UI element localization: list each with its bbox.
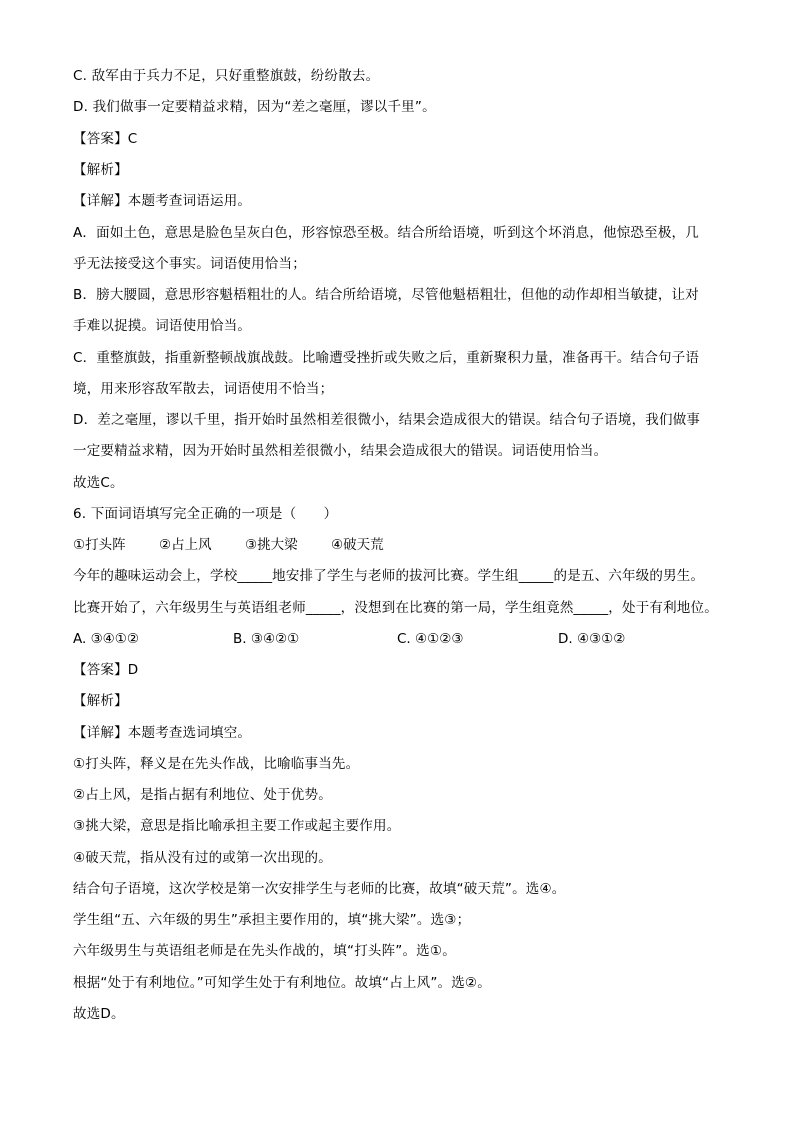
option-b: B. ③④②① — [233, 631, 300, 647]
word-choice: ④破天荒 — [331, 537, 384, 553]
word-def-2: ②占上风，是指占据有利地位、处于优势。 — [73, 787, 332, 803]
option-d-line: D. 我们做事一定要精益求精，因为“差之毫厘，谬以千里”。 — [73, 99, 436, 115]
choose-c: 故选C。 — [73, 475, 124, 491]
detail-heading-2: 【详解】本题考查选词填空。 — [73, 725, 252, 741]
option-c: C. ④①②③ — [397, 631, 464, 647]
word-choice: ③挑大梁 — [245, 537, 298, 553]
question-6: 6. 下面词语填写完全正确的一项是（ ） — [73, 506, 338, 522]
explanation-b-1: B．膀大腰圆，意思形容魁梧粗壮的人。结合所给语境，尽管他魁梧粗壮，但他的动作却相当敏捷，让对 — [73, 287, 699, 303]
option-c-line: C. 敌军由于兵力不足，只好重整旗鼓，纷纷散去。 — [73, 68, 380, 84]
reasoning-3: 六年级男生与英语组老师是在先头作战的，填“打头阵”。选①。 — [73, 943, 456, 959]
word-choice: ①打头阵 — [73, 537, 126, 553]
analysis-label: 【解析】 — [73, 162, 128, 178]
word-def-1: ①打头阵，释义是在先头作战，比喻临事当先。 — [73, 756, 360, 772]
explanation-d-1: D．差之毫厘，谬以千里，指开始时虽然相差很微小，结果会造成很大的错误。结合句子语境，我们做事 — [73, 412, 701, 428]
option-a: A. ③④①② — [73, 631, 139, 647]
answer-label-2: 【答案】D — [73, 662, 139, 678]
passage-line-2: 比赛开始了，六年级男生与英语组老师_____，没想到在比赛的第一局，学生组竟然_____，处于有利地位。 — [73, 600, 718, 616]
explanation-c-1: C．重整旗鼓，指重新整顿战旗战鼓。比喻遭受挫折或失败之后，重新聚积力量，准备再干。结合句子语 — [73, 350, 700, 366]
detail-heading: 【详解】本题考查词语运用。 — [73, 193, 252, 209]
option-d: D. ④③①② — [558, 631, 626, 647]
word-def-3: ③挑大梁，意思是指比喻承担主要工作或起主要作用。 — [73, 818, 401, 834]
answer-label: 【答案】C — [73, 131, 138, 147]
reasoning-4: 根据“处于有利地位。”可知学生处于有利地位。故填“占上风”。选②。 — [73, 975, 491, 991]
choose-d: 故选D。 — [73, 1006, 125, 1022]
explanation-a-1: A．面如土色，意思是脸色呈灰白色，形容惊恐至极。结合所给语境，听到这个坏消息，他惊恐至极，几 — [73, 225, 699, 241]
word-def-4: ④破天荒，指从没有过的或第一次出现的。 — [73, 850, 332, 866]
analysis-label-2: 【解析】 — [73, 693, 128, 709]
reasoning-1: 结合句子语境，这次学校是第一次安排学生与老师的比赛，故填“破天荒”。选④。 — [73, 881, 566, 897]
explanation-b-2: 手难以捉摸。词语使用恰当。 — [73, 318, 252, 334]
reasoning-2: 学生组“五、六年级的男生”承担主要作用的，填“挑大梁”。选③； — [73, 912, 471, 928]
explanation-c-2: 境，用来形容敌军散去，词语使用不恰当； — [73, 381, 334, 397]
explanation-d-2: 一定要精益求精，因为开始时虽然相差很微小，结果会造成很大的错误。词语使用恰当。 — [73, 443, 608, 459]
passage-line-1: 今年的趣味运动会上，学校_____地安排了学生与老师的拔河比赛。学生组_____的是五、六年级的男生。 — [73, 568, 705, 584]
explanation-a-2: 乎无法接受这个事实。词语使用恰当； — [73, 256, 306, 272]
word-choice: ②占上风 — [159, 537, 212, 553]
